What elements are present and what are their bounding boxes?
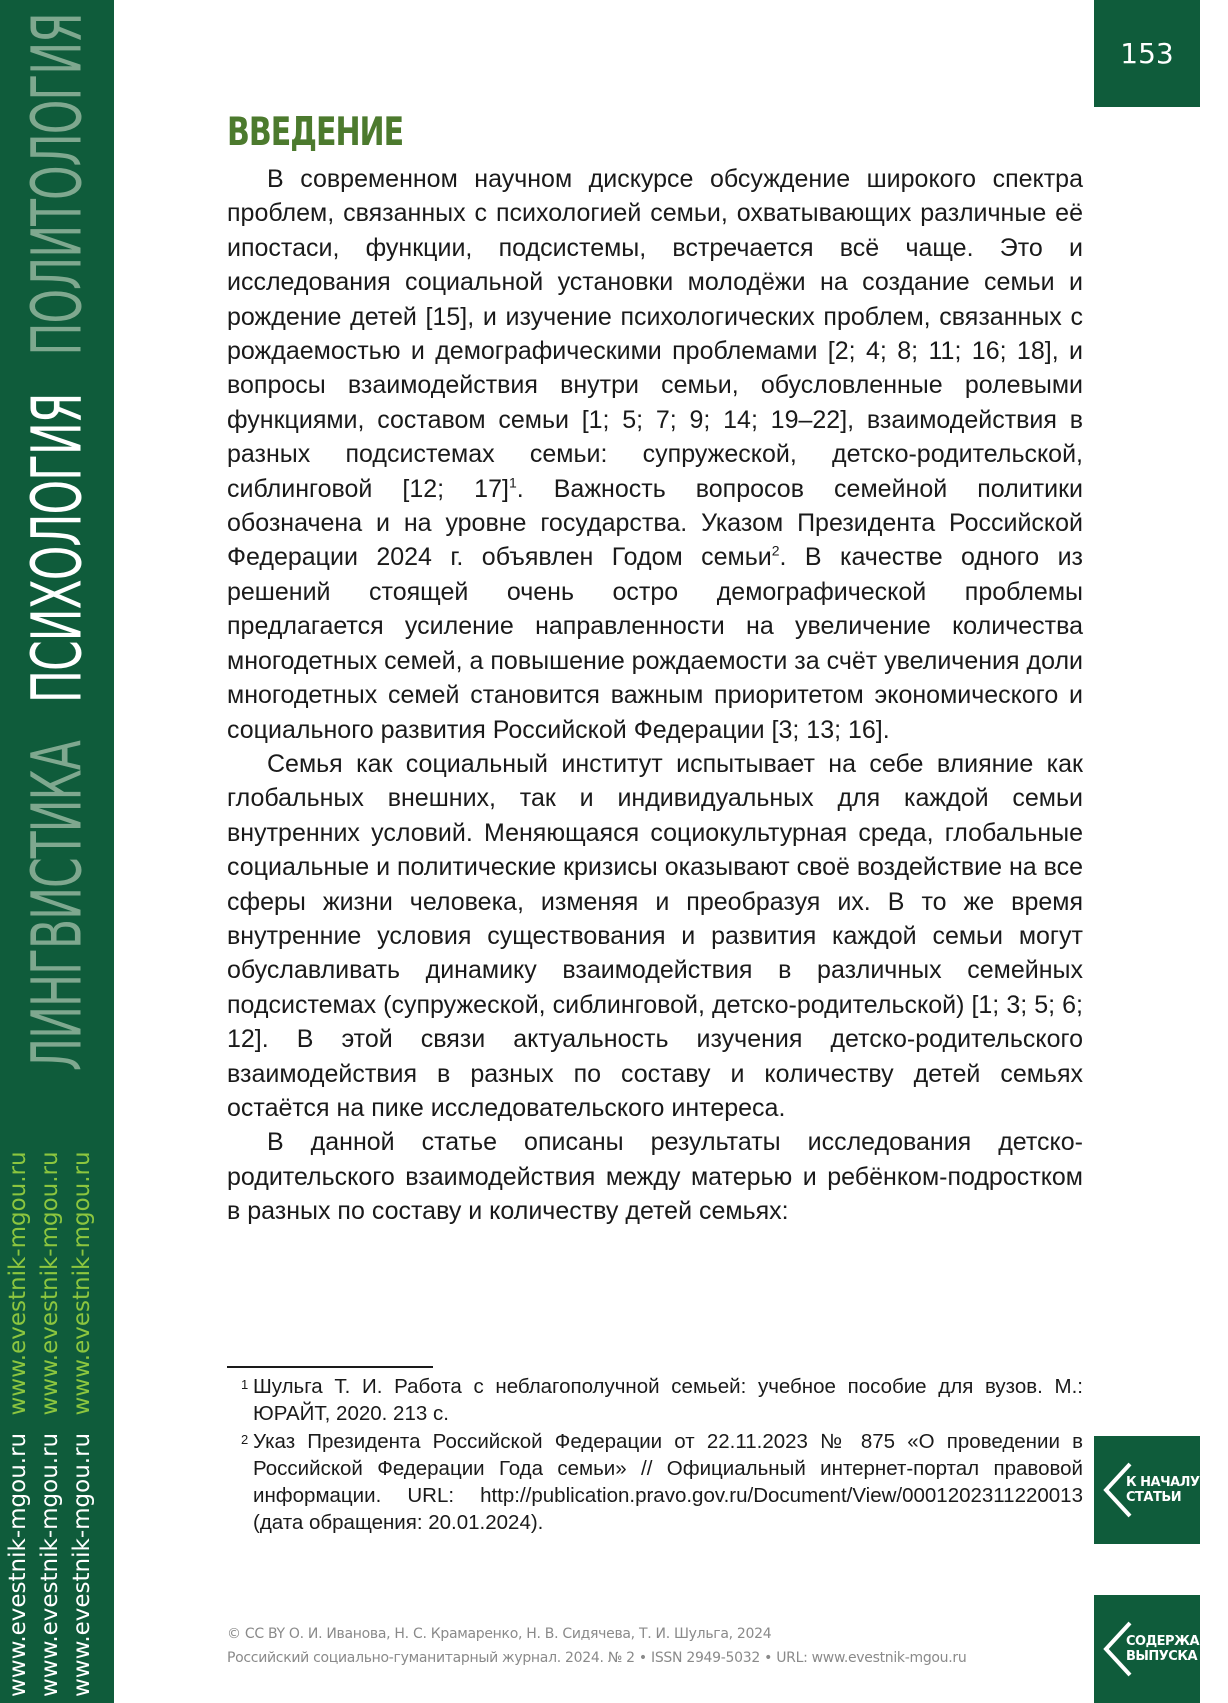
- to-article-start-line2: СТАТЬИ: [1126, 1490, 1182, 1505]
- issue-contents-line1: СОДЕРЖАНИЕ: [1126, 1634, 1228, 1649]
- footnote-number: 1: [241, 1377, 249, 1392]
- issue-contents-button[interactable]: [1094, 1595, 1228, 1703]
- footnote-text: Указ Президента Российской Федерации от 22.11.2023 № 875 «О проведении в Российской Федерации Года семьи» // Официальный интернет-портал правовой информации. URL: http://publication.pravo.gov.ru/Document/View/0001202311220013 (дата обращения: 20.01.2024).: [253, 1429, 1083, 1535]
- copyright-line: © CC BY О. И. Иванова, Н. С. Крамаренко, Н. В. Сидячева, Т. И. Шульга, 2024: [227, 1626, 772, 1642]
- site-url-link[interactable]: www.evestnik-mgou.ru: [69, 1151, 95, 1416]
- page-number: 153: [1094, 0, 1200, 107]
- site-url-line: [66, 1137, 98, 1697]
- rubric-list: [3, 13, 112, 1071]
- footnote-divider: [227, 1366, 433, 1368]
- site-url-column: [2, 1137, 98, 1697]
- site-url-link[interactable]: www.evestnik-mgou.ru: [5, 1432, 31, 1697]
- footnote-ref[interactable]: 2: [771, 543, 780, 560]
- paragraph-text: . Важность вопросов семейной политики обозначена и на уровне государства. Указом Президента Российской Федерации 2024 г. объявлен Годом семьи: [227, 474, 1083, 572]
- paragraph: Семья как социальный институт испытывает на себе влияние как глобальных внешних, так и индивидуальных для каждой семьи внутренних условий. Меняющаяся социокультурная среда, глобальные социальные и политические кризисы оказывают своё воздействие на все сферы жизни человека, изменяя и преобразуя их. В то же время внутренние условия существования и развития каждой семьи могут обуславливать динамику взаимодействия в различных семейных подсистемах (супружеской, сиблинговой, детско-родительской) [1; 3; 5; 6; 12]. В этой связи актуальность изучения детско-родительского взаимодействия в разных по составу и количеству детей семьях остаётся на пике исследовательского интереса.: [227, 749, 1084, 1122]
- to-article-start-line1: К НАЧАЛУ: [1126, 1475, 1200, 1490]
- footnote-item: [243, 1428, 1083, 1537]
- rubric-psychology[interactable]: ПСИХОЛОГИЯ: [17, 393, 97, 704]
- site-url-line: [2, 1137, 34, 1697]
- paragraph-text: В современном научном дискурсе обсуждение широкого спектра проблем, связанных с психологией семьи, охватывающих различные её ипостаси, функции, подсистемы, встречается всё чаще. Это и исследования социальной установки молодёжи на создание семьи и рождение детей [15], и изучение психологических проблем, связанных с рождаемостью и демографическими проблемами [2; 4; 8; 11; 16; 18], и вопросы взаимодействия внутри семьи, обусловленные ролевыми функциями, составом семьи [1; 5; 7; 9; 14; 19–22], взаимодействия в разных подсистемах семьи: супружеской, детско-родительской, сиблинговой [12; 17]: [227, 165, 1083, 503]
- paragraph-text: . В качестве одного из решений стоящей очень остро демографической проблемы предлагается усиление направленности на увеличение количества многодетных семей, а повышение рождаемости за счёт увеличения доли многодетных семей становится важным приоритетом экономического и социального развития Российской Федерации [3; 13; 16].: [227, 543, 1083, 744]
- footnote-item: [243, 1373, 1083, 1428]
- footnote-text: Шульга Т. И. Работа с неблагополучной семьей: учебное пособие для вузов. М.: ЮРАЙТ, 2020. 213 с.: [253, 1375, 1083, 1426]
- site-url-link[interactable]: www.evestnik-mgou.ru: [37, 1432, 63, 1697]
- journal-sidebar: [0, 0, 114, 1703]
- issue-contents-line2: ВЫПУСКА: [1126, 1649, 1198, 1664]
- footnotes: [243, 1373, 1083, 1537]
- site-url-link[interactable]: www.evestnik-mgou.ru: [37, 1151, 63, 1416]
- to-article-start-button[interactable]: [1094, 1436, 1200, 1544]
- site-url-link[interactable]: www.evestnik-mgou.ru: [69, 1432, 95, 1697]
- rubric-political-science[interactable]: ПОЛИТОЛОГИЯ: [17, 13, 97, 356]
- issue-contents-label: [1126, 1634, 1228, 1664]
- section-text: [227, 162, 1083, 1229]
- to-article-start-label: [1126, 1475, 1199, 1505]
- footnote-ref[interactable]: 1: [508, 474, 517, 491]
- site-url-line: [34, 1137, 66, 1697]
- site-url-link[interactable]: www.evestnik-mgou.ru: [5, 1151, 31, 1416]
- rubric-linguistics[interactable]: ЛИНГВИСТИКА: [17, 741, 97, 1071]
- paragraph: [227, 162, 1083, 747]
- page-footer: [227, 1622, 1087, 1670]
- paragraph: В данной статье описаны результаты исследования детско-родительского взаимодействия между матерью и ребёнком-подростком в разных по составу и количеству детей семьях:: [227, 1128, 1083, 1226]
- journal-info-line: Российский социально-гуманитарный журнал. 2024. № 2 • ISSN 2949-5032 • URL: www.evestnik-mgou.ru: [227, 1650, 967, 1666]
- section-heading: ВВЕДЕНИЕ: [227, 110, 404, 156]
- footnote-number: 2: [241, 1431, 249, 1447]
